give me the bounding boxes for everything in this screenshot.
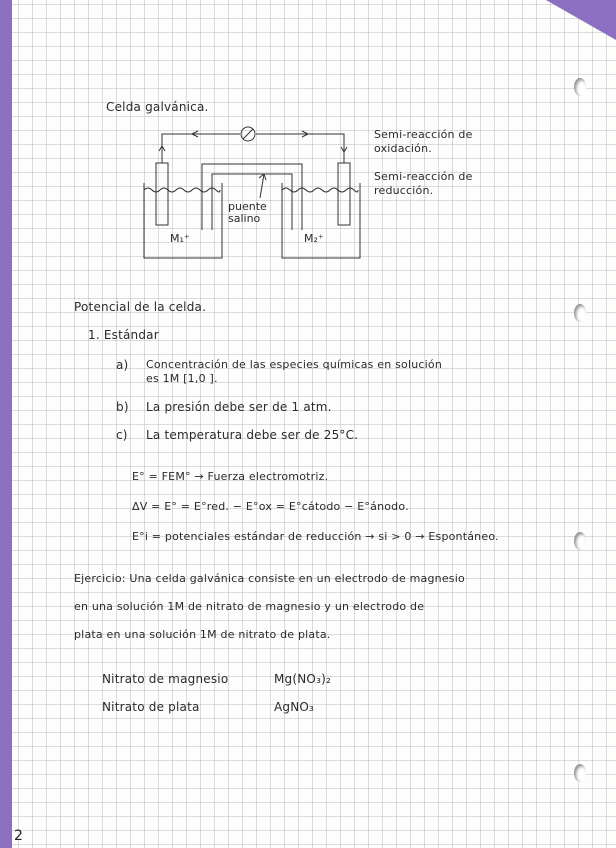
compound-ag-formula: AgNO₃	[274, 700, 315, 714]
condition-b-line1: La presión debe ser de 1 atm.	[146, 400, 332, 414]
beaker-right	[282, 183, 360, 258]
oxidation-note-line2: oxidación.	[374, 142, 432, 155]
wire-left	[162, 134, 240, 163]
electrode-right	[338, 163, 350, 225]
condition-a-line2: es 1M [1,0 ].	[146, 372, 218, 385]
binder-hole-1	[574, 78, 586, 96]
condition-a-line1: Concentración de las especies químicas en solución	[146, 358, 442, 371]
voltmeter-needle	[243, 129, 253, 139]
electrode-right-label: M₂⁺	[304, 232, 324, 245]
diagram-title: Celda galvánica.	[106, 100, 209, 114]
reduction-note-line1: Semi-reacción de	[374, 170, 473, 183]
compound-mg-formula: Mg(NO₃)₂	[274, 672, 331, 686]
electrode-left	[156, 163, 168, 225]
binder-hole-3	[574, 532, 586, 550]
electrode-left-label: M₁⁺	[170, 232, 190, 245]
exercise-line2: en una solución 1M de nitrato de magnesio y un electrodo de	[74, 600, 425, 613]
condition-a-marker: a)	[116, 358, 129, 372]
compound-ag-name: Nitrato de plata	[102, 700, 200, 714]
page-number: 2	[14, 828, 23, 844]
compound-mg-name: Nitrato de magnesio	[102, 672, 229, 686]
wire-right	[256, 134, 344, 163]
exercise-line1: Ejercicio: Una celda galvánica consiste en un electrodo de magnesio	[74, 572, 465, 585]
solution-level-left	[144, 188, 220, 192]
exercise-line3: plata en una solución 1M de nitrato de plata.	[74, 628, 331, 641]
potential-heading: Potencial de la celda.	[74, 300, 207, 314]
binder-hole-4	[574, 764, 586, 782]
condition-b-marker: b)	[116, 400, 129, 414]
formula-potentials: E°i = potenciales estándar de reducción → si > 0 → Espontáneo.	[132, 530, 499, 543]
reduction-note-line2: reducción.	[374, 184, 434, 197]
standard-subheading: 1. Estándar	[88, 328, 159, 342]
galvanic-cell-diagram	[132, 118, 372, 268]
notebook-sheet	[12, 0, 616, 848]
bridge-pointer-head	[259, 174, 266, 180]
condition-c-line1: La temperatura debe ser de 25°C.	[146, 428, 359, 442]
salt-bridge-label-1: puente	[228, 200, 267, 213]
page-corner-fold	[546, 0, 616, 40]
condition-c-marker: c)	[116, 428, 128, 442]
binder-hole-2	[574, 304, 586, 322]
bridge-pointer	[260, 174, 264, 198]
solution-level-right	[282, 188, 358, 192]
salt-bridge-label-2: salino	[228, 212, 261, 225]
formula-delta-v: ΔV = E° = E°red. − E°ox = E°cátodo − E°ánodo.	[132, 500, 409, 513]
formula-emf: E° = FEM° → Fuerza electromotriz.	[132, 470, 329, 483]
oxidation-note-line1: Semi-reacción de	[374, 128, 473, 141]
